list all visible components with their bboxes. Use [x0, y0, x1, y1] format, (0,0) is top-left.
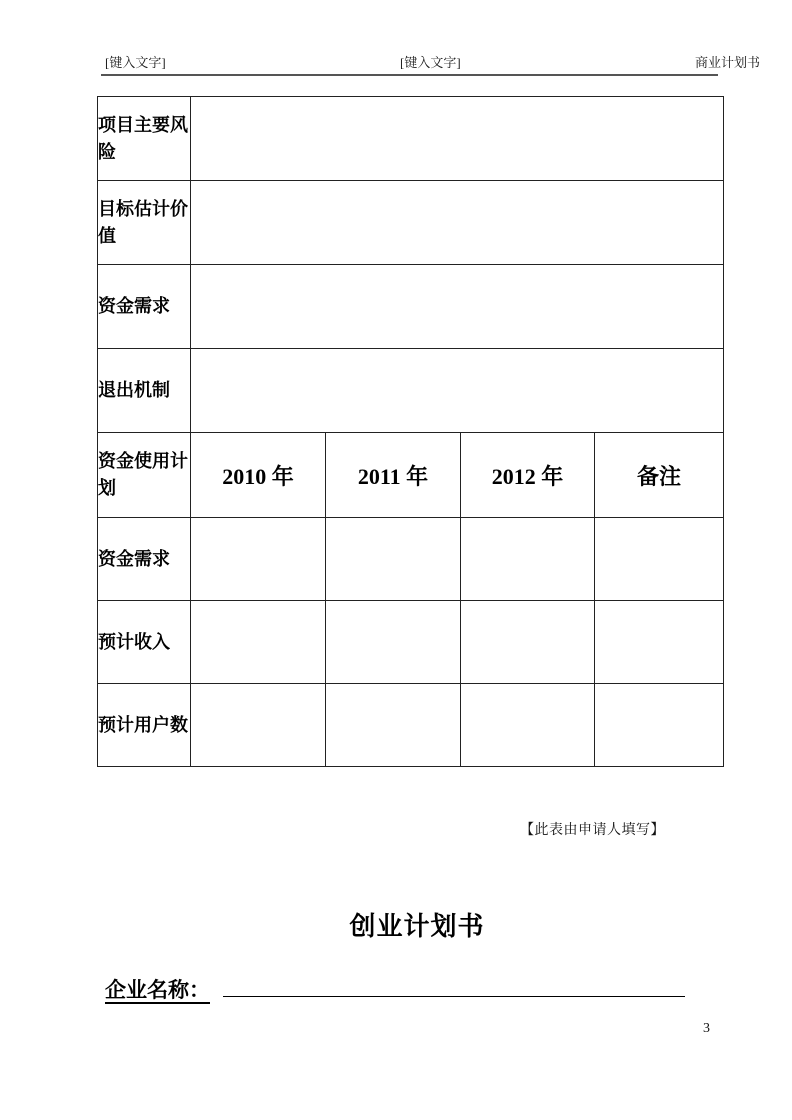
company-name-line	[105, 972, 685, 1004]
column-header-2010: 2010 年	[191, 433, 326, 518]
table-row-expected-revenue	[98, 601, 724, 684]
applicant-fill-note: 【此表由申请人填写】	[520, 823, 665, 838]
table-row-exit-mechanism	[98, 349, 724, 433]
header-left-placeholder[interactable]: [键入文字]	[105, 55, 166, 70]
table-row-expected-users	[98, 684, 724, 767]
column-header-remarks: 备注	[595, 433, 724, 518]
cell-funding-2011[interactable]	[326, 518, 461, 601]
table-row-fund-usage-plan-header	[98, 433, 724, 518]
cell-project-risks-value[interactable]	[191, 97, 724, 181]
row-label-expected-users: 预计用户数	[98, 684, 191, 767]
cell-exit-mechanism-value[interactable]	[191, 349, 724, 433]
row-label-funding-needs: 资金需求	[98, 265, 191, 349]
cell-users-2012[interactable]	[461, 684, 595, 767]
cell-revenue-2012[interactable]	[461, 601, 595, 684]
company-name-label: 企业名称：	[105, 978, 210, 1002]
row-label-project-risks: 项目主要风险	[98, 97, 191, 181]
column-header-2012: 2012 年	[461, 433, 595, 518]
table-row-project-risks	[98, 97, 724, 181]
page-number: 3	[703, 1021, 710, 1036]
business-plan-table	[97, 96, 724, 767]
row-label-funding-by-year: 资金需求	[98, 518, 191, 601]
cell-users-2011[interactable]	[326, 684, 461, 767]
row-label-estimated-value: 目标估计价值	[98, 181, 191, 265]
page-header	[105, 52, 760, 71]
cell-funding-needs-value[interactable]	[191, 265, 724, 349]
table-row-funding-by-year	[98, 518, 724, 601]
header-rule	[101, 74, 718, 76]
row-label-fund-usage-plan: 资金使用计划	[98, 433, 191, 518]
cell-users-remarks[interactable]	[595, 684, 724, 767]
cell-funding-2012[interactable]	[461, 518, 595, 601]
cell-revenue-remarks[interactable]	[595, 601, 724, 684]
row-label-expected-revenue: 预计收入	[98, 601, 191, 684]
row-label-exit-mechanism: 退出机制	[98, 349, 191, 433]
cell-revenue-2010[interactable]	[191, 601, 326, 684]
document-title: 创业计划书	[349, 912, 485, 941]
cell-funding-2010[interactable]	[191, 518, 326, 601]
table-row-funding-needs	[98, 265, 724, 349]
cell-revenue-2011[interactable]	[326, 601, 461, 684]
cell-users-2010[interactable]	[191, 684, 326, 767]
header-right-title: 商业计划书	[694, 55, 760, 70]
company-name-field[interactable]	[223, 972, 685, 997]
column-header-2011: 2011 年	[326, 433, 461, 518]
cell-funding-remarks[interactable]	[595, 518, 724, 601]
cell-estimated-value[interactable]	[191, 181, 724, 265]
header-center-placeholder[interactable]: [键入文字]	[399, 55, 461, 70]
table-row-estimated-value	[98, 181, 724, 265]
